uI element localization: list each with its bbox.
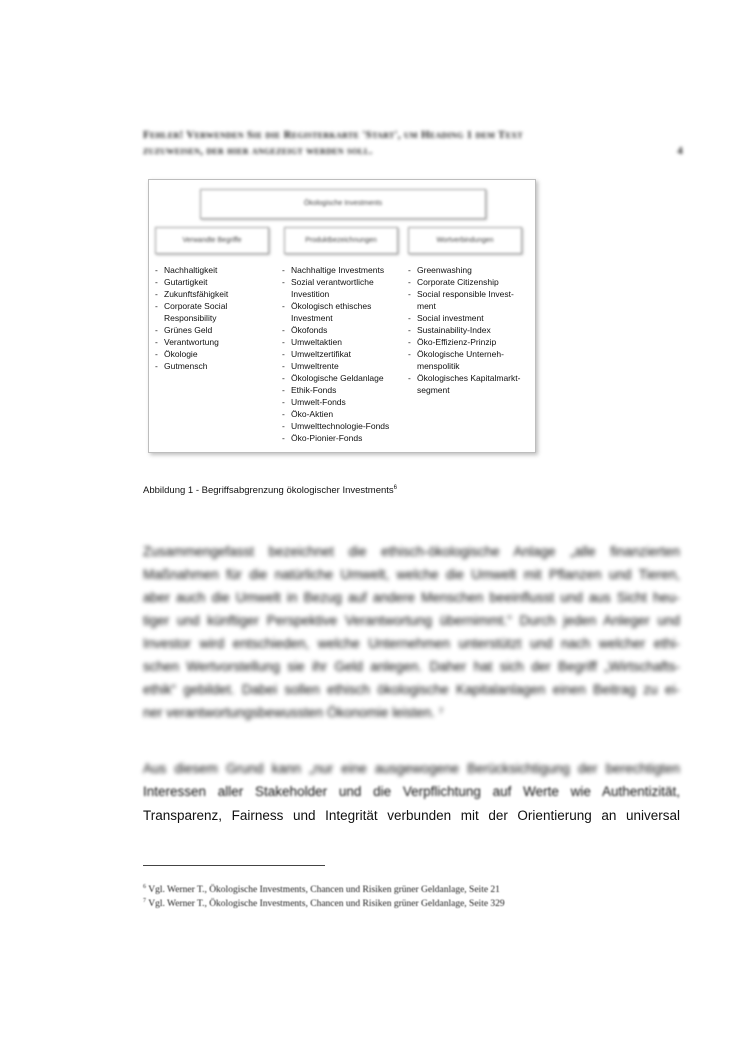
list-related-terms (155, 264, 275, 372)
diagram-top-box: Ökologische Investments (200, 189, 486, 219)
list-item: - Sustainability-Index (408, 324, 526, 336)
list-item: - Social investment (408, 312, 526, 324)
list-item: - Gutartigkeit (155, 276, 275, 288)
list-item: - Ökologisch ethisches Investment (282, 300, 407, 324)
paragraph-line: aber auch die Umwelt in Bezug auf andere Menschen beeinflusst und aus Sicht heu- (143, 590, 680, 605)
paragraph-line: ethik“ gebildet. Dabei sollen ethisch ökologische Kapitalanlagen einen Beitrag zu ei- (143, 682, 680, 697)
diagram-boxes (149, 180, 535, 266)
list-item: - Corporate Social Responsibility (155, 300, 275, 324)
running-header (143, 127, 683, 159)
page-number: 4 (677, 145, 683, 157)
list-word-combinations (408, 264, 526, 396)
paragraph-line: ner verantwortungsbewussten Ökonomie leisten. ⁷ (143, 705, 444, 720)
list-item: - Sozial verantwortliche Investition (282, 276, 407, 300)
paragraph-line: tiger und künftiger Perspektive Verantwortung übernimmt.“ Durch jeden Anleger und (143, 613, 680, 628)
list-item: - Öko-Aktien (282, 408, 407, 420)
list-item: - Umwelttechnologie-Fonds (282, 420, 407, 432)
list-item: - Ökologische Unterneh-menspolitik (408, 348, 526, 372)
list-item: - Umweltrente (282, 360, 407, 372)
list-item: - Zukunftsfähigkeit (155, 288, 275, 300)
list-item: - Umweltzertifikat (282, 348, 407, 360)
column-heading-box-1: Verwandte Begriffe (155, 227, 269, 254)
footnote-separator (143, 865, 325, 866)
list-item: - Ökofonds (282, 324, 407, 336)
list-item: - Nachhaltige Investments (282, 264, 407, 276)
footnote-6 (143, 884, 500, 895)
figure-caption (143, 485, 397, 496)
paragraph-2-line-3: Transparenz, Fairness und Integrität verbunden mit der Orientierung an universal (143, 808, 680, 823)
caption-footnote-ref: 6 (393, 485, 398, 491)
header-line-1: Fehler! Verwenden Sie die Registerkarte 'Start', um Heading 1 dem Text (143, 129, 523, 141)
list-item: - Nachhaltigkeit (155, 264, 275, 276)
caption-text: Abbildung 1 - Begriffsabgrenzung ökologischer Investments (143, 485, 394, 497)
column-heading-box-3: Wortverbindungen (408, 227, 522, 254)
list-item: - Ökologie (155, 348, 275, 360)
figure-investments-diagram (148, 179, 536, 453)
list-item: - Ökologische Geldanlage (282, 372, 407, 384)
header-line-2: zuzuweisen, der hier angezeigt werden soll. (143, 145, 373, 157)
list-item: - Umwelt-Fonds (282, 396, 407, 408)
footnote-text: Vgl. Werner T., Ökologische Investments, Chancen und Risiken grüner Geldanlage, Seite 21 (148, 885, 500, 896)
list-item: - Grünes Geld (155, 324, 275, 336)
paragraph-1 (143, 540, 680, 724)
paragraph-line: schen Wertvorstellung sie ihr Geld anlegen. Daher hat sich der Begriff „Wirtschafts- (143, 659, 680, 674)
list-item: - Umweltaktien (282, 336, 407, 348)
list-item: - Öko-Effizienz-Prinzip (408, 336, 526, 348)
list-item: - Verantwortung (155, 336, 275, 348)
paragraph-line: Maßnahmen für die natürliche Umwelt, welche die Umwelt mit Pflanzen und Tieren, (143, 567, 680, 582)
list-item: - Öko-Pionier-Fonds (282, 432, 407, 444)
footnote-number: 7 (143, 898, 146, 904)
list-item: - Social responsible Invest-ment (408, 288, 526, 312)
paragraph-line: Investor wird entschieden, welche Unternehmen unterstützt und nach welcher ethi- (143, 636, 680, 651)
column-heading-box-2: Produktbezeichnungen (284, 227, 398, 254)
list-item: - Greenwashing (408, 264, 526, 276)
footnote-7 (143, 898, 505, 909)
list-item: - Ökologisches Kapitalmarkt-segment (408, 372, 526, 396)
paragraph-2-line-2: Interessen aller Stakeholder und die Verpflichtung auf Werte wie Authentizität, (143, 784, 680, 799)
list-item: - Gutmensch (155, 360, 275, 372)
list-item: - Ethik-Fonds (282, 384, 407, 396)
paragraph-line: Zusammengefasst bezeichnet die ethisch-ökologische Anlage „alle finanzierten (143, 544, 680, 559)
footnote-number: 6 (143, 884, 146, 890)
paragraph-2-line-1: Aus diesem Grund kann „nur eine ausgewogene Berücksichtigung der berechtigten (143, 761, 680, 776)
footnote-text: Vgl. Werner T., Ökologische Investments, Chancen und Risiken grüner Geldanlage, Seite 329 (148, 899, 505, 910)
list-product-names (282, 264, 407, 444)
list-item: - Corporate Citizenship (408, 276, 526, 288)
